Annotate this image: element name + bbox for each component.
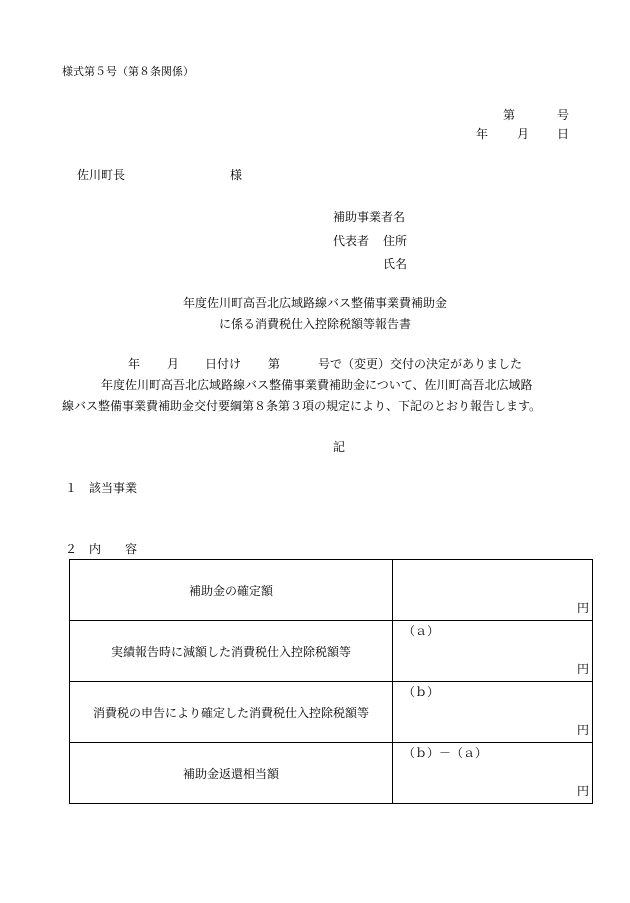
value-cell-refund-amount[interactable] (393, 743, 593, 804)
date-month: 月 (517, 127, 530, 141)
table-row (70, 560, 593, 621)
report-title-line2: に係る消費税仕入控除税額等報告書 (218, 317, 411, 331)
body-month: 月 (167, 357, 180, 371)
body-line3: 線バス整備事業費補助金交付要綱第８条第３項の規定により、下記のとおり報告します。 (62, 399, 542, 413)
mark-a: （ａ） (403, 624, 440, 638)
name-label: 氏名 (383, 257, 408, 271)
addressee-honorific: 様 (230, 168, 243, 182)
addressee-name: 佐川町長 (77, 168, 126, 182)
ki-marker: 記 (333, 440, 346, 454)
yen-unit: 円 (576, 662, 589, 676)
section-1-heading: １ 該当事業 (65, 481, 138, 495)
representative-label: 代表者 (333, 234, 370, 248)
mark-b-minus-a: （ｂ）－（ａ） (403, 746, 488, 760)
table-row (70, 621, 593, 682)
value-cell-reduced-tax[interactable] (393, 621, 593, 682)
doc-number-prefix: 第 (503, 108, 516, 122)
table-row (70, 743, 593, 804)
body-decision: 号で（変更）交付の決定がありました (318, 357, 523, 371)
section-2-heading: ２ 内 容 (65, 542, 138, 556)
body-line2: 年度佐川町高吾北広域路線バス整備事業費補助金について、佐川町高吾北広域路 (101, 378, 533, 392)
yen-unit: 円 (576, 723, 589, 737)
row-label-confirmed-tax: 消費税の申告により確定した消費税仕入控除税額等 (70, 682, 393, 743)
row-label-refund-amount: 補助金返還相当額 (70, 743, 393, 804)
address-label: 住所 (383, 234, 408, 248)
row-label-reduced-tax: 実績報告時に減額した消費税仕入控除税額等 (70, 621, 393, 682)
body-dated: 日付け (205, 357, 242, 371)
doc-number-suffix: 号 (557, 108, 570, 122)
row-label-confirmed-amount: 補助金の確定額 (70, 560, 393, 621)
form-number: 様式第５号（第８条関係） (62, 65, 194, 78)
amount-table (69, 559, 593, 804)
table-row (70, 682, 593, 743)
operator-label: 補助事業者名 (333, 210, 406, 224)
report-title-line1: 年度佐川町高吾北広域路線バス整備事業費補助金 (182, 296, 447, 310)
value-cell-confirmed-tax[interactable] (393, 682, 593, 743)
value-cell-confirmed-amount[interactable] (393, 560, 593, 621)
date-day: 日 (557, 127, 570, 141)
body-dai: 第 (268, 357, 281, 371)
yen-unit: 円 (576, 784, 589, 798)
body-year: 年 (128, 357, 141, 371)
date-year: 年 (476, 127, 489, 141)
mark-b: （ｂ） (403, 685, 440, 699)
yen-unit: 円 (576, 601, 589, 615)
